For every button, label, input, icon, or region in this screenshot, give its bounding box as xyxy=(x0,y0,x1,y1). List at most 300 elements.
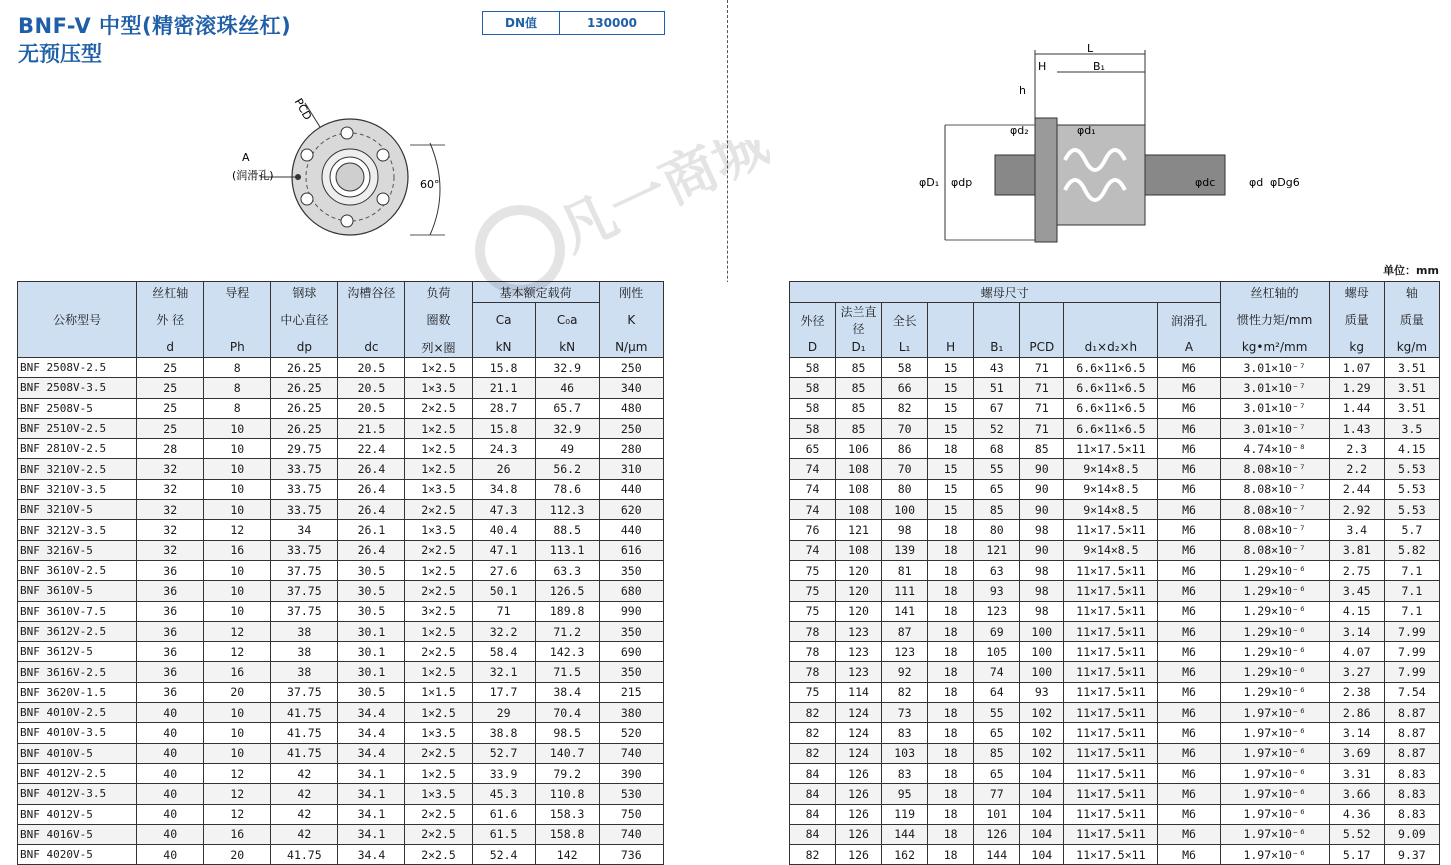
table-cell: 3.69 xyxy=(1329,743,1384,763)
th-shaftmass-3: kg/m xyxy=(1384,337,1439,358)
table-row xyxy=(18,804,1440,824)
table-cell: 20 xyxy=(204,845,271,865)
table-cell: 98 xyxy=(882,520,928,540)
table-cell: 34.1 xyxy=(338,804,405,824)
table-cell: 37.75 xyxy=(271,560,338,580)
table-cell: 121 xyxy=(974,540,1020,560)
table-row xyxy=(18,763,1440,783)
table-cell: M6 xyxy=(1158,560,1220,580)
table-cell: 3.45 xyxy=(1329,581,1384,601)
table-cell: 18 xyxy=(928,540,974,560)
table-cell: 8.83 xyxy=(1384,763,1439,783)
table-cell: 85 xyxy=(1020,439,1064,459)
table-cell: 8.87 xyxy=(1384,723,1439,743)
table-cell: 10 xyxy=(204,479,271,499)
table-cell: 1×2.5 xyxy=(405,439,472,459)
table-gap-cell xyxy=(663,682,789,702)
th-PCD-sym: PCD xyxy=(1020,337,1064,358)
table-cell: 32 xyxy=(137,520,204,540)
table-cell: 18 xyxy=(928,642,974,662)
table-cell: 15.8 xyxy=(472,418,535,438)
table-gap-cell xyxy=(663,601,789,621)
page-subtitle: 无预压型 xyxy=(18,42,102,66)
table-cell: 740 xyxy=(599,824,663,844)
table-row xyxy=(18,398,1440,418)
table-cell: 3.4 xyxy=(1329,520,1384,540)
table-row xyxy=(18,703,1440,723)
table-cell: 6.6×11×6.5 xyxy=(1064,378,1158,398)
model-cell: BNF 3212V-3.5 xyxy=(18,520,137,540)
table-cell: 52.7 xyxy=(472,743,535,763)
table-cell: 93 xyxy=(1020,682,1064,702)
table-cell: 18 xyxy=(928,662,974,682)
table-cell: M6 xyxy=(1158,723,1220,743)
th-rigid-2: K xyxy=(599,303,663,338)
table-row xyxy=(18,520,1440,540)
table-cell: 24.3 xyxy=(472,439,535,459)
table-cell: 33.75 xyxy=(271,500,338,520)
table-cell: 12 xyxy=(204,520,271,540)
table-cell: 3.31 xyxy=(1329,763,1384,783)
table-cell: 18 xyxy=(928,581,974,601)
th-lead-3: Ph xyxy=(204,337,271,358)
table-cell: 3.01×10⁻⁷ xyxy=(1220,398,1329,418)
th-ball: 钢球 xyxy=(271,282,338,303)
table-cell: 12 xyxy=(204,784,271,804)
table-cell: 58 xyxy=(789,378,835,398)
table-cell: 71 xyxy=(1020,378,1064,398)
table-gap-cell xyxy=(663,784,789,804)
table-cell: 45.3 xyxy=(472,784,535,804)
th-shaft: 丝杠轴 xyxy=(137,282,204,303)
table-cell: 8.08×10⁻⁷ xyxy=(1220,500,1329,520)
table-gap-cell xyxy=(663,804,789,824)
table-cell: 26.4 xyxy=(338,500,405,520)
table-cell: 75 xyxy=(789,581,835,601)
table-cell: 77 xyxy=(974,784,1020,804)
table-cell: 34.4 xyxy=(338,743,405,763)
table-cell: 102 xyxy=(1020,703,1064,723)
table-cell: 25 xyxy=(137,378,204,398)
th-nutmass-3: kg xyxy=(1329,337,1384,358)
table-cell: 69 xyxy=(974,621,1020,641)
table-cell: 32 xyxy=(137,540,204,560)
table-cell: 18 xyxy=(928,784,974,804)
table-cell: 74 xyxy=(789,479,835,499)
table-cell: 85 xyxy=(974,500,1020,520)
table-cell: 11×17.5×11 xyxy=(1064,824,1158,844)
th-D-sym: D xyxy=(789,337,835,358)
table-cell: 1×2.5 xyxy=(405,560,472,580)
table-cell: 29.75 xyxy=(271,439,338,459)
table-cell: 5.53 xyxy=(1384,479,1439,499)
table-cell: 2.75 xyxy=(1329,560,1384,580)
table-cell: 56.2 xyxy=(535,459,599,479)
table-gap-cell xyxy=(663,824,789,844)
table-cell: 80 xyxy=(882,479,928,499)
table-cell: 2.2 xyxy=(1329,459,1384,479)
table-cell: 1×2.5 xyxy=(405,703,472,723)
table-cell: 104 xyxy=(1020,763,1064,783)
table-cell: 58 xyxy=(789,358,835,378)
table-row xyxy=(18,459,1440,479)
table-cell: 70.4 xyxy=(535,703,599,723)
table-cell: 1.43 xyxy=(1329,418,1384,438)
th-inertia: 丝杠轴的 xyxy=(1220,282,1329,303)
table-cell: 46 xyxy=(535,378,599,398)
table-cell: 18 xyxy=(928,520,974,540)
table-cell: 126 xyxy=(974,824,1020,844)
th-H xyxy=(928,303,974,338)
table-cell: M6 xyxy=(1158,479,1220,499)
table-cell: 11×17.5×11 xyxy=(1064,703,1158,723)
table-row xyxy=(18,662,1440,682)
table-gap-cell xyxy=(663,439,789,459)
table-cell: 18 xyxy=(928,682,974,702)
table-cell: M6 xyxy=(1158,439,1220,459)
table-row xyxy=(18,682,1440,702)
table-cell: 34.4 xyxy=(338,703,405,723)
table-cell: 104 xyxy=(1020,824,1064,844)
table-cell: 3.14 xyxy=(1329,621,1384,641)
label-angle: 60° xyxy=(420,178,440,191)
table-gap-cell xyxy=(663,581,789,601)
table-cell: 36 xyxy=(137,560,204,580)
table-cell: 75 xyxy=(789,560,835,580)
table-cell: 5.53 xyxy=(1384,459,1439,479)
table-cell: 1×3.5 xyxy=(405,784,472,804)
table-cell: 21.5 xyxy=(338,418,405,438)
table-gap-cell xyxy=(663,743,789,763)
table-cell: 98 xyxy=(1020,581,1064,601)
table-cell: 25 xyxy=(137,358,204,378)
table-cell: 10 xyxy=(204,703,271,723)
th-shaft-3: d xyxy=(137,337,204,358)
table-cell: 58 xyxy=(789,398,835,418)
label-d: φd xyxy=(1249,176,1264,189)
table-cell: 121 xyxy=(836,520,882,540)
table-cell: 55 xyxy=(974,703,1020,723)
table-cell: 106 xyxy=(836,439,882,459)
table-cell: 85 xyxy=(836,398,882,418)
table-cell: 78 xyxy=(789,621,835,641)
table-row xyxy=(18,581,1440,601)
table-cell: 3.01×10⁻⁷ xyxy=(1220,358,1329,378)
table-cell: 98 xyxy=(1020,601,1064,621)
table-cell: 32.9 xyxy=(535,418,599,438)
table-gap-cell xyxy=(663,642,789,662)
table-cell: 40 xyxy=(137,723,204,743)
table-cell: 34 xyxy=(271,520,338,540)
label-d1: φd₁ xyxy=(1077,124,1096,137)
table-cell: 88.5 xyxy=(535,520,599,540)
table-cell: 51 xyxy=(974,378,1020,398)
table-cell: 10 xyxy=(204,439,271,459)
table-cell: 84 xyxy=(789,804,835,824)
spec-table xyxy=(17,281,1440,865)
table-cell: 36 xyxy=(137,601,204,621)
table-cell: 74 xyxy=(789,500,835,520)
table-row xyxy=(18,500,1440,520)
table-cell: 34.1 xyxy=(338,763,405,783)
table-cell: 126 xyxy=(836,804,882,824)
table-cell: 8 xyxy=(204,398,271,418)
model-cell: BNF 3210V-2.5 xyxy=(18,459,137,479)
table-gap-cell xyxy=(663,763,789,783)
dn-label: DN值 xyxy=(483,12,560,34)
table-cell: 3.01×10⁻⁷ xyxy=(1220,418,1329,438)
table-cell: 1.97×10⁻⁶ xyxy=(1220,763,1329,783)
th-inertia-3: kg•m²/mm xyxy=(1220,337,1329,358)
table-cell: 90 xyxy=(1020,479,1064,499)
table-cell: 15 xyxy=(928,500,974,520)
table-cell: 520 xyxy=(599,723,663,743)
table-cell: 11×17.5×11 xyxy=(1064,845,1158,865)
table-cell: 18 xyxy=(928,845,974,865)
table-cell: 70 xyxy=(882,459,928,479)
table-cell: 10 xyxy=(204,500,271,520)
table-cell: 111 xyxy=(882,581,928,601)
table-row xyxy=(18,378,1440,398)
th-shaftmass-2: 质量 xyxy=(1384,303,1439,338)
table-cell: 20.5 xyxy=(338,358,405,378)
table-cell: 108 xyxy=(836,540,882,560)
table-cell: 9.37 xyxy=(1384,845,1439,865)
table-cell: 3.27 xyxy=(1329,662,1384,682)
table-cell: 84 xyxy=(789,763,835,783)
table-cell: 2×2.5 xyxy=(405,743,472,763)
table-cell: 40 xyxy=(137,784,204,804)
table-cell: 42 xyxy=(271,763,338,783)
table-cell: M6 xyxy=(1158,378,1220,398)
th-nutmass-2: 质量 xyxy=(1329,303,1384,338)
table-cell: 189.8 xyxy=(535,601,599,621)
table-cell: 18 xyxy=(928,743,974,763)
table-cell: 40.4 xyxy=(472,520,535,540)
table-cell: 76 xyxy=(789,520,835,540)
table-cell: 36 xyxy=(137,682,204,702)
table-cell: 8.08×10⁻⁷ xyxy=(1220,540,1329,560)
table-cell: 28 xyxy=(137,439,204,459)
th-L1-sym: L₁ xyxy=(882,337,928,358)
table-cell: 36 xyxy=(137,581,204,601)
table-cell: 1.29 xyxy=(1329,378,1384,398)
table-cell: 32.2 xyxy=(472,621,535,641)
table-cell: 144 xyxy=(974,845,1020,865)
table-cell: 6.6×11×6.5 xyxy=(1064,358,1158,378)
table-cell: 26.25 xyxy=(271,378,338,398)
table-cell: 52 xyxy=(974,418,1020,438)
table-cell: 40 xyxy=(137,845,204,865)
table-cell: 8.08×10⁻⁷ xyxy=(1220,459,1329,479)
table-cell: 11×17.5×11 xyxy=(1064,662,1158,682)
table-cell: 87 xyxy=(882,621,928,641)
table-cell: 4.07 xyxy=(1329,642,1384,662)
table-gap-cell xyxy=(663,723,789,743)
table-row xyxy=(18,642,1440,662)
table-cell: M6 xyxy=(1158,418,1220,438)
table-cell: 7.1 xyxy=(1384,601,1439,621)
table-cell: 141 xyxy=(882,601,928,621)
th-D1: 法兰直径 xyxy=(836,303,882,338)
th-shaft-2: 外 径 xyxy=(137,303,204,338)
table-cell: 71 xyxy=(1020,398,1064,418)
table-cell: M6 xyxy=(1158,398,1220,418)
table-cell: 90 xyxy=(1020,540,1064,560)
label-a: A xyxy=(242,151,250,164)
th-inertia-2: 惯性力矩/mm xyxy=(1220,303,1329,338)
table-cell: 18 xyxy=(928,703,974,723)
table-cell: 32 xyxy=(137,479,204,499)
model-cell: BNF 4012V-3.5 xyxy=(18,784,137,804)
model-cell: BNF 3620V-1.5 xyxy=(18,682,137,702)
table-cell: 124 xyxy=(836,723,882,743)
table-cell: 11×17.5×11 xyxy=(1064,581,1158,601)
table-cell: 41.75 xyxy=(271,723,338,743)
table-gap-cell xyxy=(663,520,789,540)
table-cell: 11×17.5×11 xyxy=(1064,743,1158,763)
table-cell: 104 xyxy=(1020,784,1064,804)
table-cell: 7.54 xyxy=(1384,682,1439,702)
table-cell: 108 xyxy=(836,459,882,479)
th-shaftmass: 轴 xyxy=(1384,282,1439,303)
table-cell: 85 xyxy=(836,378,882,398)
table-cell: 18 xyxy=(928,560,974,580)
table-cell: 5.82 xyxy=(1384,540,1439,560)
table-cell: 82 xyxy=(789,845,835,865)
table-cell: 65 xyxy=(974,723,1020,743)
model-cell: BNF 2810V-2.5 xyxy=(18,439,137,459)
table-cell: 18 xyxy=(928,824,974,844)
table-cell: 58 xyxy=(789,418,835,438)
table-cell: 108 xyxy=(836,500,882,520)
table-cell: M6 xyxy=(1158,845,1220,865)
table-cell: 36 xyxy=(137,642,204,662)
table-cell: 105 xyxy=(974,642,1020,662)
table-cell: 1×2.5 xyxy=(405,763,472,783)
table-cell: M6 xyxy=(1158,824,1220,844)
table-row xyxy=(18,743,1440,763)
table-cell: 119 xyxy=(882,804,928,824)
table-cell: 9.09 xyxy=(1384,824,1439,844)
table-cell: 2.92 xyxy=(1329,500,1384,520)
table-cell: 20.5 xyxy=(338,398,405,418)
table-cell: 1.29×10⁻⁶ xyxy=(1220,682,1329,702)
table-cell: 64 xyxy=(974,682,1020,702)
table-cell: 37.75 xyxy=(271,682,338,702)
table-cell: 1.97×10⁻⁶ xyxy=(1220,743,1329,763)
table-cell: 41.75 xyxy=(271,703,338,723)
table-cell: 26 xyxy=(472,459,535,479)
table-cell: 42 xyxy=(271,804,338,824)
table-cell: 114 xyxy=(836,682,882,702)
table-cell: M6 xyxy=(1158,601,1220,621)
table-cell: 33.75 xyxy=(271,540,338,560)
table-cell: 350 xyxy=(599,560,663,580)
table-cell: 18 xyxy=(928,601,974,621)
table-cell: 1×2.5 xyxy=(405,621,472,641)
table-cell: 158.8 xyxy=(535,824,599,844)
model-cell: BNF 3210V-3.5 xyxy=(18,479,137,499)
model-cell: BNF 4012V-2.5 xyxy=(18,763,137,783)
table-cell: 32.1 xyxy=(472,662,535,682)
table-cell: 34.4 xyxy=(338,723,405,743)
table-cell: 30.1 xyxy=(338,662,405,682)
table-cell: 126.5 xyxy=(535,581,599,601)
table-body xyxy=(18,358,1440,865)
table-cell: 74 xyxy=(974,662,1020,682)
table-cell: 250 xyxy=(599,358,663,378)
table-cell: 3.51 xyxy=(1384,378,1439,398)
table-cell: 2.86 xyxy=(1329,703,1384,723)
table-row xyxy=(18,358,1440,378)
table-cell: 9×14×8.5 xyxy=(1064,459,1158,479)
table-cell: 65.7 xyxy=(535,398,599,418)
table-cell: 11×17.5×11 xyxy=(1064,621,1158,641)
table-cell: 18 xyxy=(928,439,974,459)
table-cell: 7.99 xyxy=(1384,662,1439,682)
table-cell: 1.07 xyxy=(1329,358,1384,378)
table-cell: 123 xyxy=(882,642,928,662)
table-cell: M6 xyxy=(1158,804,1220,824)
table-cell: M6 xyxy=(1158,621,1220,641)
table-cell: 10 xyxy=(204,601,271,621)
th-L1: 全长 xyxy=(882,303,928,338)
th-circuits-2: 圈数 xyxy=(405,303,472,338)
th-ca: Ca xyxy=(472,303,535,338)
table-cell: 26.25 xyxy=(271,398,338,418)
table-cell: 2×2.5 xyxy=(405,804,472,824)
table-cell: 98 xyxy=(1020,560,1064,580)
table-cell: 126 xyxy=(836,763,882,783)
table-cell: 61.5 xyxy=(472,824,535,844)
table-cell: 124 xyxy=(836,703,882,723)
table-cell: 123 xyxy=(974,601,1020,621)
table-cell: 63 xyxy=(974,560,1020,580)
table-cell: 18 xyxy=(928,804,974,824)
table-cell: 139 xyxy=(882,540,928,560)
nut-side-diagram xyxy=(905,40,1325,250)
table-cell: 30.5 xyxy=(338,560,405,580)
model-cell: BNF 3216V-5 xyxy=(18,540,137,560)
table-cell: 58.4 xyxy=(472,642,535,662)
table-cell: 4.15 xyxy=(1329,601,1384,621)
model-cell: BNF 4010V-5 xyxy=(18,743,137,763)
label-D1: φD₁ xyxy=(919,176,940,189)
label-Dg6: φDg6 xyxy=(1270,176,1300,189)
table-cell: 17.7 xyxy=(472,682,535,702)
table-cell: 16 xyxy=(204,662,271,682)
table-cell: 1.97×10⁻⁶ xyxy=(1220,824,1329,844)
table-cell: 6.6×11×6.5 xyxy=(1064,398,1158,418)
table-cell: 380 xyxy=(599,703,663,723)
table-cell: 83 xyxy=(882,763,928,783)
table-cell: 20.5 xyxy=(338,378,405,398)
table-row xyxy=(18,560,1440,580)
table-cell: 27.6 xyxy=(472,560,535,580)
table-cell: 124 xyxy=(836,743,882,763)
table-cell: 7.99 xyxy=(1384,642,1439,662)
th-ca-unit: kN xyxy=(472,337,535,358)
table-cell: 390 xyxy=(599,763,663,783)
model-cell: BNF 2508V-2.5 xyxy=(18,358,137,378)
table-cell: 11×17.5×11 xyxy=(1064,642,1158,662)
table-cell: M6 xyxy=(1158,358,1220,378)
table-cell: 16 xyxy=(204,824,271,844)
table-cell: 126 xyxy=(836,784,882,804)
table-cell: 18 xyxy=(928,621,974,641)
table-cell: 2×2.5 xyxy=(405,845,472,865)
